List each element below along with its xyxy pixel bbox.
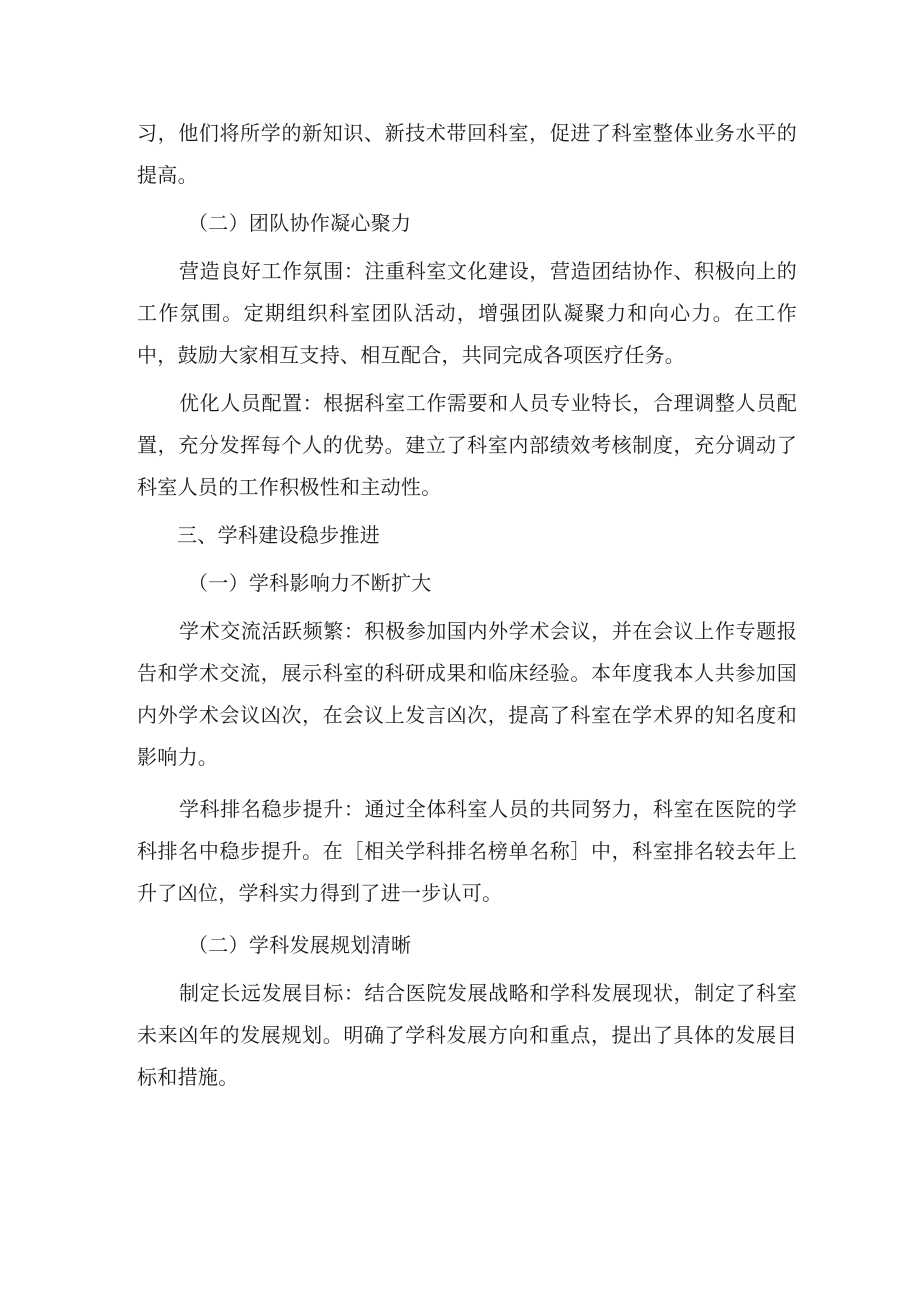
section-heading-discipline: 三、学科建设稳步推进	[177, 523, 380, 547]
paragraph-continuation: 习，他们将所学的新知识、新技术带回科室，促进了科室整体业务水平的提高。	[137, 121, 797, 187]
paragraph-academic-exchange: 学术交流活跃频繁：积极参加国内外学术会议，并在会议上作专题报告和学术交流，展示科室的科研成果和临床经验。本年度我本人共参加国内外学术会议凶次，在会议上发言凶次，提高了科室在学术界的知名度和影响力。	[137, 619, 797, 769]
paragraph-work-atmosphere: 营造良好工作氛围：注重科室文化建设，营造团结协作、积极向上的工作氛围。定期组织科室团队活动，增强团队凝聚力和向心力。在工作中，鼓励大家相互支持、相互配合，共同完成各项医疗任务。	[137, 259, 797, 367]
document-body	[137, 112, 797, 1098]
subheading-team-collaboration: （二）团队协作凝心聚力	[188, 211, 412, 235]
subheading-development-plan: （二）学科发展规划清晰	[188, 933, 412, 957]
paragraph-long-term-goals: 制定长远发展目标：结合医院发展战略和学科发展现状，制定了科室未来凶年的发展规划。明确了学科发展方向和重点，提出了具体的发展目标和措施。	[137, 981, 797, 1089]
paragraph-staff-allocation: 优化人员配置：根据科室工作需要和人员专业特长，合理调整人员配置，充分发挥每个人的优势。建立了科室内部绩效考核制度，充分调动了科室人员的工作积极性和主动性。	[137, 391, 797, 499]
subheading-influence: （一）学科影响力不断扩大	[188, 571, 432, 595]
paragraph-ranking: 学科排名稳步提升：通过全体科室人员的共同努力，科室在医院的学科排名中稳步提升。在［相关学科排名榜单名称］中，科室排名较去年上升了凶位，学科实力得到了进一步认可。	[137, 797, 797, 905]
